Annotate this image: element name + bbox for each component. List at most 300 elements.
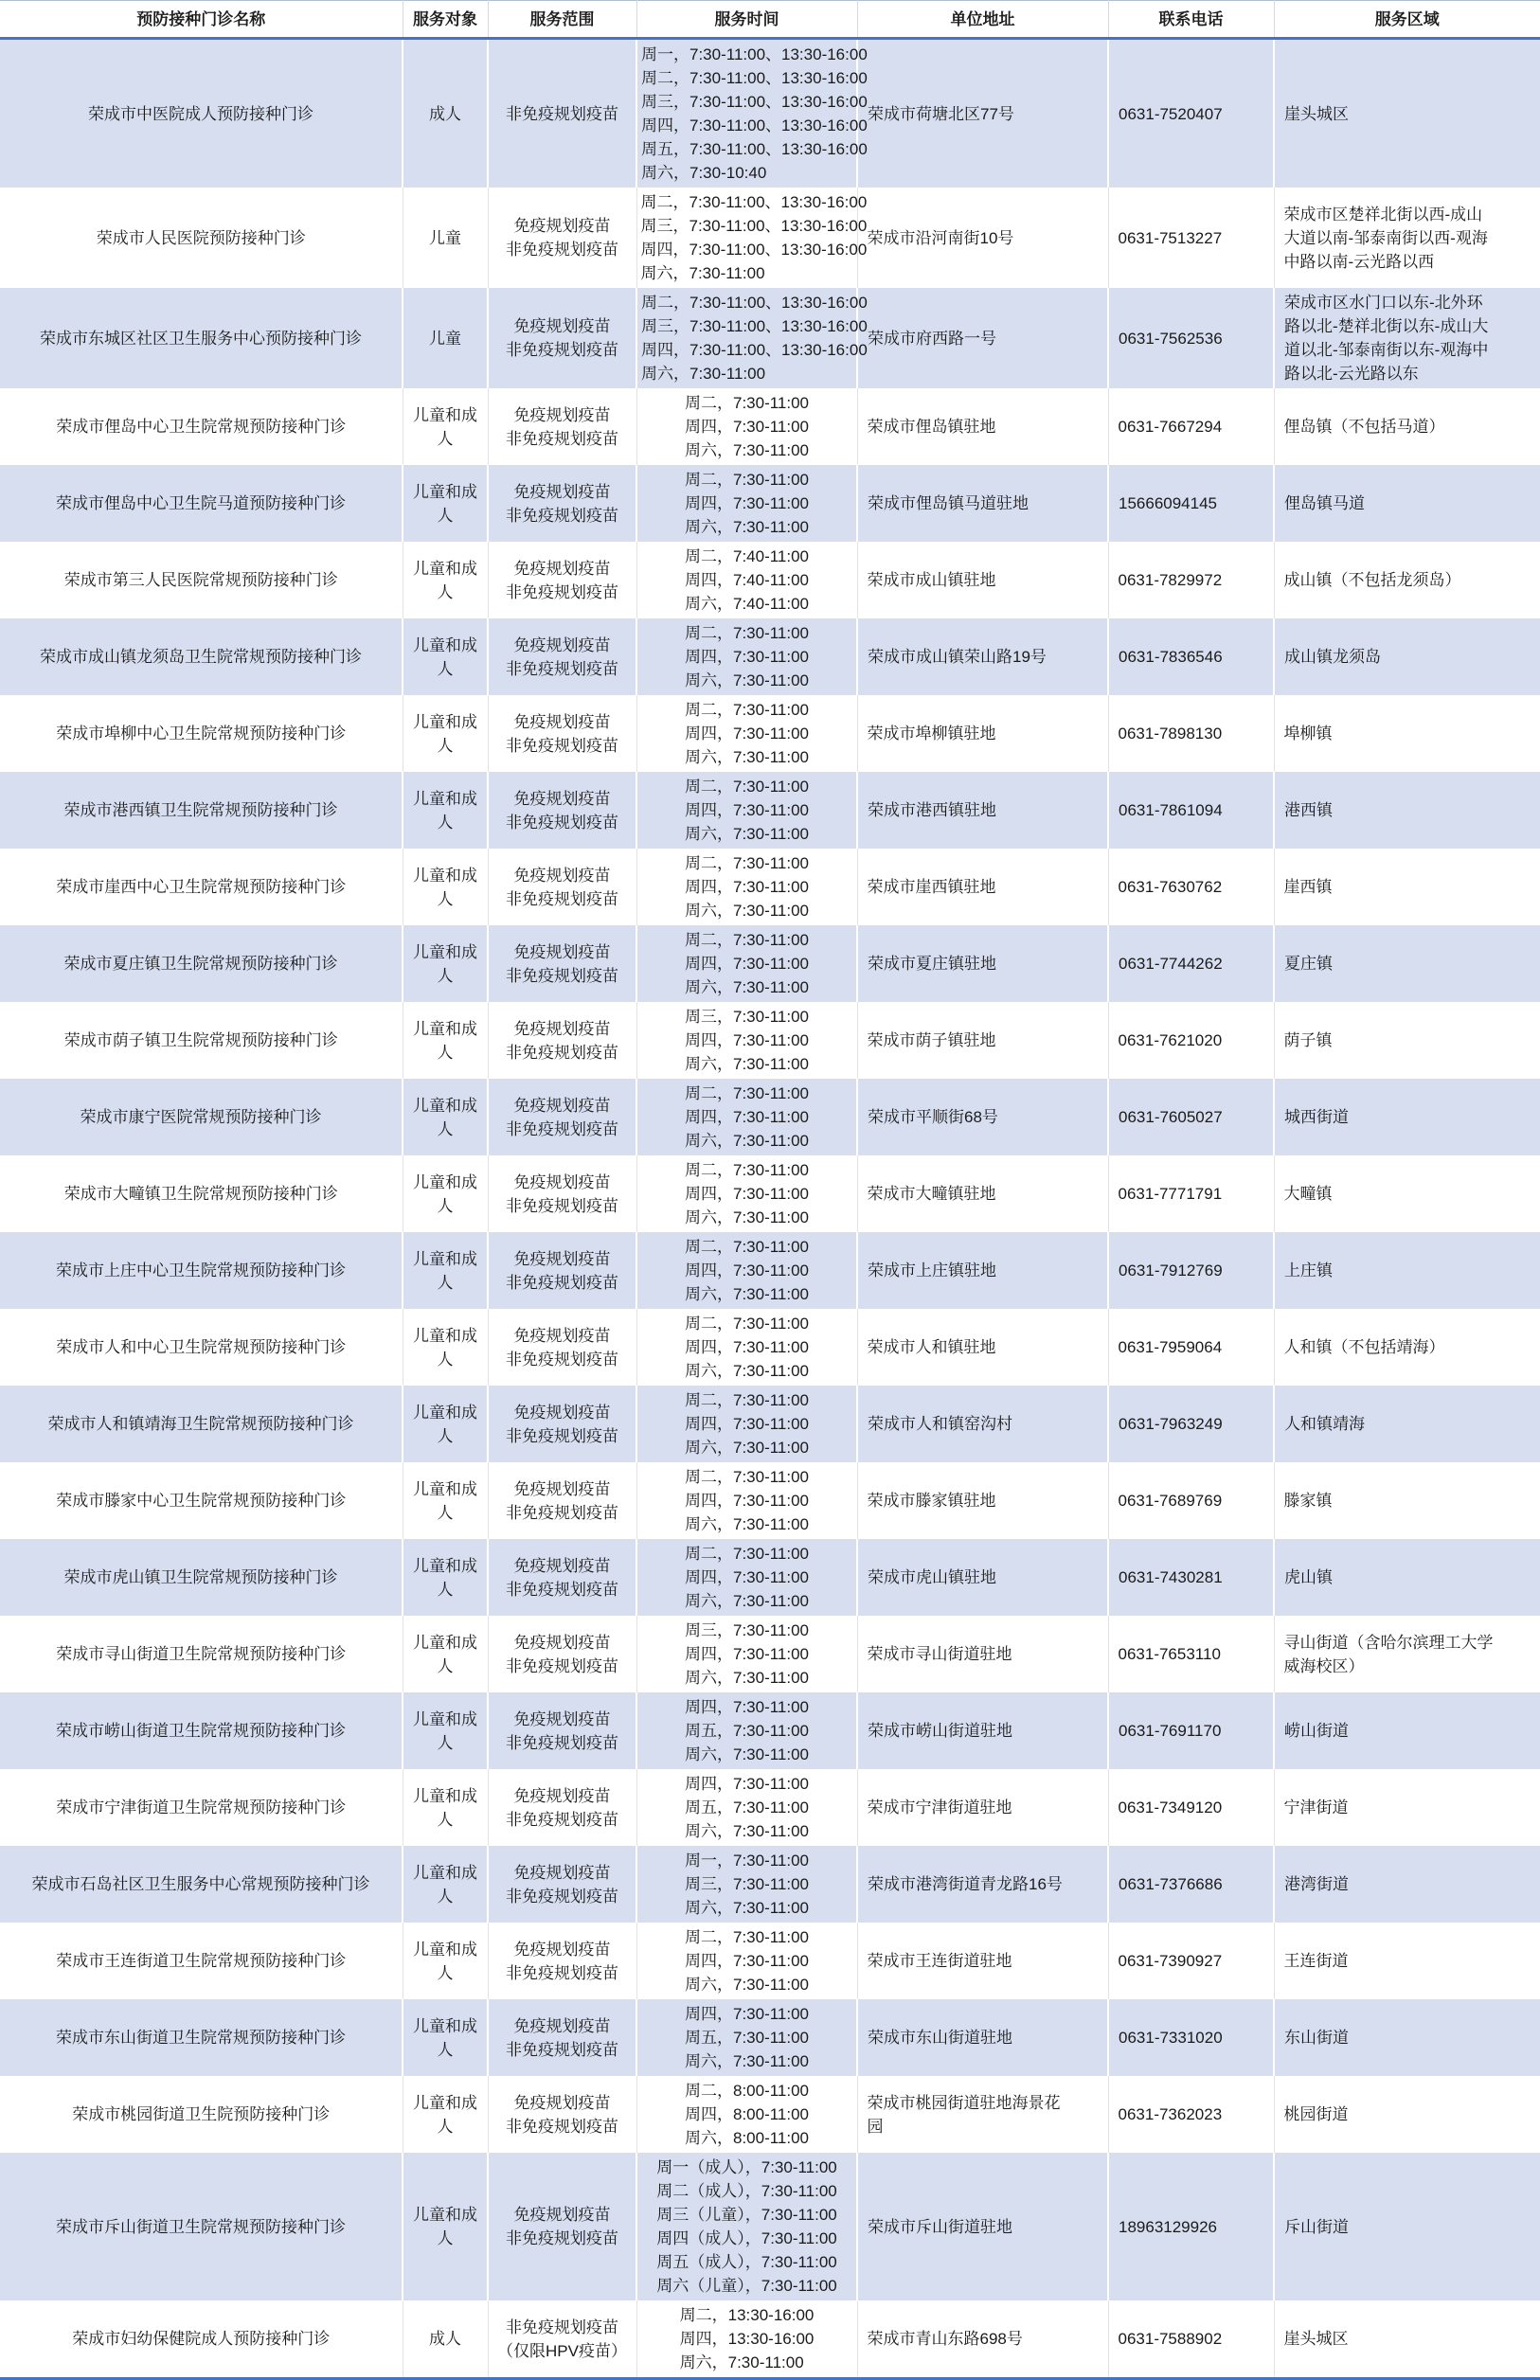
service-area-cell <box>1274 1616 1540 1692</box>
times-line: 周二，7:30-11:00、13:30-16:00 <box>641 294 868 312</box>
scope-block <box>492 1401 632 1448</box>
times-line: 周一（成人），7:30-11:00 <box>656 2158 837 2176</box>
service-area-cell <box>1274 925 1540 1002</box>
address-text: 荣成市宁津街道驻地 <box>867 1798 1012 1816</box>
clinic-name-cell: 荣成市港西镇卫生院常规预防接种门诊 <box>0 772 403 849</box>
times-line: 周四，7:30-11:00、13:30-16:00 <box>640 241 868 259</box>
times-line: 周四，7:30-11:00 <box>684 1185 810 1203</box>
times-line: 周六，7:30-11:00 <box>684 902 810 920</box>
times-line: 周四，7:30-11:00 <box>684 725 810 743</box>
service-area-text: 斥山街道 <box>1284 2217 1349 2236</box>
clinic-row <box>0 1002 1540 1079</box>
address-text: 荣成市荫子镇驻地 <box>867 1031 996 1049</box>
address-cell <box>857 1079 1108 1155</box>
times-line: 周三，7:30-11:00、13:30-16:00 <box>641 317 868 335</box>
time-block <box>656 2156 837 2298</box>
times-line: 周五，7:30-11:00 <box>684 1722 810 1740</box>
clinic-name-cell: 荣成市崖西中心卫生院常规预防接种门诊 <box>0 849 403 925</box>
service-area-cell <box>1274 772 1540 849</box>
service-target-cell: 儿童和成人 <box>403 1769 488 1846</box>
times-line: 周二，7:30-11:00 <box>684 394 810 412</box>
address-text: 荣成市滕家镇驻地 <box>867 1492 996 1510</box>
phone-cell: 0631-7562536 <box>1108 288 1274 388</box>
address-cell <box>857 1539 1108 1616</box>
scope-line: 免疫规划疫苗 <box>513 1096 611 1115</box>
scope-block <box>492 1708 632 1755</box>
service-area-text: 寻山街道（含哈尔滨理工大学威海校区） <box>1283 1633 1494 1675</box>
phone-cell: 0631-7520407 <box>1108 39 1274 188</box>
scope-block <box>492 1477 633 1525</box>
service-target-cell: 儿童和成人 <box>403 2153 488 2300</box>
times-line: 周三，7:30-11:00 <box>684 1008 810 1026</box>
service-area-cell <box>1274 2300 1540 2379</box>
scope-block <box>492 1017 633 1065</box>
service-area-text: 人和镇靖海 <box>1284 1415 1365 1433</box>
service-scope-cell <box>488 695 636 772</box>
address-text: 荣成市青山东路698号 <box>867 2330 1023 2348</box>
service-time-cell <box>636 188 868 288</box>
time-block <box>685 2002 809 2073</box>
scope-line: 非免疫规划疫苗 <box>506 736 618 755</box>
scope-line: 免疫规划疫苗 <box>513 559 611 578</box>
address-cell <box>857 925 1108 1002</box>
time-block <box>685 928 809 999</box>
scope-block <box>492 1938 633 1985</box>
address-cell <box>857 772 1108 849</box>
service-area-cell <box>1274 1999 1540 2076</box>
address-text: 荣成市虎山镇驻地 <box>868 1568 996 1586</box>
scope-line: 非免疫规划疫苗 <box>506 429 618 448</box>
service-time-cell <box>636 288 868 388</box>
times-line: 周三，7:30-11:00、13:30-16:00 <box>641 93 868 111</box>
column-header-2: 服务范围 <box>488 1 636 39</box>
times-line: 周六，7:30-10:40 <box>641 164 767 182</box>
address-cell <box>857 1692 1108 1769</box>
time-block <box>685 1542 809 1613</box>
time-block <box>685 468 809 539</box>
service-area-text: 王连街道 <box>1283 1952 1349 1970</box>
time-block <box>685 1849 809 1920</box>
times-line: 周三（儿童），7:30-11:00 <box>656 2206 837 2224</box>
service-area-text: 成山镇龙须岛 <box>1284 648 1381 666</box>
scope-line: 非免疫规划疫苗 <box>506 1350 618 1369</box>
address-text: 荣成市府西路一号 <box>868 329 996 348</box>
clinic-row <box>0 1923 1540 1999</box>
times-line: 周四（成人），7:30-11:00 <box>656 2229 837 2247</box>
scope-block <box>492 1631 633 1678</box>
phone-cell: 0631-7588902 <box>1108 2300 1274 2379</box>
service-scope-cell <box>488 1079 636 1155</box>
time-block <box>685 1158 809 1229</box>
clinic-name-cell: 荣成市石岛社区卫生服务中心常规预防接种门诊 <box>0 1846 403 1923</box>
column-header-0: 预防接种门诊名称 <box>0 1 403 39</box>
clinic-name-cell: 荣成市人和中心卫生院常规预防接种门诊 <box>0 1309 403 1386</box>
times-line: 周五，7:30-11:00、13:30-16:00 <box>641 140 868 158</box>
times-line: 周六，7:30-11:00 <box>640 264 765 282</box>
service-area-text: 崖西镇 <box>1283 878 1333 896</box>
address-text: 荣成市俚岛镇马道驻地 <box>868 494 1029 512</box>
time-block <box>685 391 809 462</box>
service-scope-cell <box>488 465 636 542</box>
scope-line: 免疫规划疫苗 <box>513 712 611 731</box>
scope-line: 非免疫规划疫苗 <box>506 1733 618 1752</box>
service-target-cell: 儿童和成人 <box>403 1923 488 1999</box>
service-target-cell: 儿童和成人 <box>403 772 488 849</box>
service-target-cell: 儿童和成人 <box>403 542 488 618</box>
address-text: 荣成市成山镇驻地 <box>867 571 996 589</box>
time-block <box>685 1082 809 1153</box>
service-area-text: 滕家镇 <box>1283 1492 1333 1510</box>
times-line: 周四，7:30-11:00 <box>684 1338 810 1356</box>
service-target-cell: 儿童和成人 <box>403 388 488 465</box>
service-scope-cell <box>488 39 636 188</box>
scope-line: （仅限HPV疫苗） <box>497 2341 627 2360</box>
scope-line: 非免疫规划疫苗 <box>506 506 618 525</box>
times-line: 周五，7:30-11:00 <box>684 2029 810 2047</box>
phone-cell: 0631-7630762 <box>1108 849 1274 925</box>
time-block <box>685 1772 809 1843</box>
scope-block <box>492 787 632 834</box>
time-block <box>685 1695 809 1766</box>
service-time-cell <box>636 1769 857 1846</box>
service-time-cell <box>636 618 857 695</box>
scope-line: 免疫规划疫苗 <box>513 2016 611 2035</box>
service-scope-cell <box>488 1846 636 1923</box>
service-time-cell <box>636 1232 857 1309</box>
service-area-cell <box>1274 1923 1540 1999</box>
service-target-cell: 成人 <box>403 2300 488 2379</box>
service-target-cell: 儿童和成人 <box>403 465 488 542</box>
service-time-cell <box>636 1846 857 1923</box>
scope-line: 非免疫规划疫苗 <box>506 1503 618 1522</box>
scope-line: 免疫规划疫苗 <box>513 1633 611 1652</box>
phone-cell: 0631-7691170 <box>1108 1692 1274 1769</box>
scope-line: 免疫规划疫苗 <box>513 1249 611 1268</box>
service-target-cell: 儿童和成人 <box>403 695 488 772</box>
service-target-cell: 儿童和成人 <box>403 1692 488 1769</box>
time-block <box>685 545 809 616</box>
service-area-text: 大疃镇 <box>1283 1185 1333 1203</box>
phone-cell: 0631-7621020 <box>1108 1002 1274 1079</box>
service-target-cell: 儿童和成人 <box>403 1462 488 1539</box>
service-scope-cell <box>488 542 636 618</box>
clinic-name-cell: 荣成市东山街道卫生院常规预防接种门诊 <box>0 1999 403 2076</box>
times-line: 周四，7:30-11:00 <box>684 955 810 973</box>
times-line: 周四，7:30-11:00 <box>684 1952 810 1970</box>
service-time-cell <box>636 849 857 925</box>
times-line: 周四，8:00-11:00 <box>684 2105 810 2123</box>
scope-block <box>492 2014 632 2062</box>
service-target-cell: 儿童和成人 <box>403 1616 488 1692</box>
scope-line: 非免疫规划疫苗 <box>506 582 618 601</box>
clinic-row <box>0 1462 1540 1539</box>
clinic-row <box>0 1155 1540 1232</box>
address-text: 荣成市人和镇窑沟村 <box>868 1415 1012 1433</box>
service-area-cell <box>1274 2076 1540 2153</box>
service-area-cell <box>1274 1692 1540 1769</box>
service-time-cell <box>636 1079 857 1155</box>
address-cell <box>857 388 1108 465</box>
service-scope-cell <box>488 1999 636 2076</box>
clinic-row <box>0 1692 1540 1769</box>
phone-cell: 0631-7744262 <box>1108 925 1274 1002</box>
scope-line: 非免疫规划疫苗 <box>506 1043 618 1062</box>
times-line: 周四，7:30-11:00 <box>684 1645 810 1663</box>
service-area-text: 港西镇 <box>1284 801 1333 819</box>
times-line: 周六，7:30-11:00 <box>641 365 766 383</box>
phone-cell: 0631-7836546 <box>1108 618 1274 695</box>
clinic-row <box>0 288 1540 388</box>
address-text: 荣成市王连街道驻地 <box>867 1952 1012 1970</box>
service-area-text: 城西街道 <box>1284 1108 1349 1126</box>
times-line: 周六，7:30-11:00 <box>684 1515 810 1533</box>
times-line: 周四，7:30-11:00 <box>684 1262 810 1279</box>
times-line: 周三，7:30-11:00 <box>684 1875 810 1893</box>
clinic-row <box>0 2300 1540 2379</box>
clinic-name-cell: 荣成市上庄中心卫生院常规预防接种门诊 <box>0 1232 403 1309</box>
time-block <box>641 190 868 285</box>
clinic-row <box>0 39 1540 188</box>
service-area-cell <box>1274 1309 1540 1386</box>
address-cell <box>857 695 1108 772</box>
clinic-name-cell: 荣成市崂山街道卫生院常规预防接种门诊 <box>0 1692 403 1769</box>
times-line: 周四，7:30-11:00 <box>684 1568 810 1586</box>
times-line: 周二，7:30-11:00 <box>684 1468 810 1486</box>
address-cell <box>857 1309 1108 1386</box>
service-target-cell: 儿童和成人 <box>403 1002 488 1079</box>
address-text: 荣成市大疃镇驻地 <box>867 1185 996 1203</box>
service-scope-cell <box>488 388 636 465</box>
service-target-cell: 儿童和成人 <box>403 1155 488 1232</box>
times-line: 周一，7:30-11:00、13:30-16:00 <box>641 45 868 63</box>
clinic-row <box>0 388 1540 465</box>
service-area-cell <box>1274 1155 1540 1232</box>
phone-cell: 0631-7349120 <box>1108 1769 1274 1846</box>
service-area-cell <box>1274 542 1540 618</box>
scope-block <box>492 557 633 604</box>
service-scope-cell <box>488 288 636 388</box>
service-scope-cell <box>488 1769 636 1846</box>
service-area-text: 虎山镇 <box>1284 1568 1333 1586</box>
address-text: 荣成市人和镇驻地 <box>867 1338 996 1356</box>
address-cell <box>857 542 1108 618</box>
times-line: 周四，13:30-16:00 <box>679 2330 815 2348</box>
service-area-cell <box>1274 1079 1540 1155</box>
address-text: 荣成市平顺街68号 <box>868 1108 998 1126</box>
scope-line: 免疫规划疫苗 <box>513 1709 611 1728</box>
times-line: 周二，13:30-16:00 <box>679 2306 815 2324</box>
clinic-name-cell: 荣成市桃园街道卫生院预防接种门诊 <box>0 2076 403 2153</box>
address-cell <box>857 1846 1108 1923</box>
times-line: 周四，7:30-11:00 <box>684 418 810 436</box>
time-block <box>685 621 809 692</box>
service-time-cell <box>636 1309 857 1386</box>
address-cell <box>857 465 1108 542</box>
service-time-cell <box>636 1386 857 1462</box>
clinic-row <box>0 1616 1540 1692</box>
service-time-cell <box>636 1539 857 1616</box>
service-area-text: 东山街道 <box>1284 2029 1349 2047</box>
service-area-cell <box>1274 1232 1540 1309</box>
scope-line: 非免疫规划疫苗 <box>506 104 618 123</box>
service-area-text: 荫子镇 <box>1283 1031 1333 1049</box>
service-area-text: 荣成市区楚祥北街以西-成山大道以南-邹泰南街以西-观海中路以南-云光路以西 <box>1283 205 1488 271</box>
address-cell <box>857 39 1108 188</box>
address-text: 荣成市成山镇荣山路19号 <box>868 648 1047 666</box>
address-cell <box>857 1386 1108 1462</box>
scope-block <box>492 1554 632 1602</box>
service-area-text: 俚岛镇（不包括马道） <box>1283 418 1445 436</box>
service-time-cell <box>636 1462 857 1539</box>
clinic-row <box>0 1999 1540 2076</box>
times-line: 周二，7:30-11:00、13:30-16:00 <box>641 69 868 87</box>
clinic-name-cell: 荣成市埠柳中心卫生院常规预防接种门诊 <box>0 695 403 772</box>
scope-line: 非免疫规划疫苗 <box>506 1426 618 1445</box>
service-time-cell <box>636 1616 857 1692</box>
times-line: 周二，7:30-11:00 <box>684 1084 810 1102</box>
times-line: 周二，7:30-11:00 <box>684 1391 810 1409</box>
clinic-name-cell: 荣成市东城区社区卫生服务中心预防接种门诊 <box>0 288 403 388</box>
phone-cell: 0631-7829972 <box>1108 542 1274 618</box>
phone-cell: 0631-7667294 <box>1108 388 1274 465</box>
service-target-cell: 儿童和成人 <box>403 849 488 925</box>
scope-line: 非免疫规划疫苗 <box>506 813 618 832</box>
service-time-cell <box>636 388 857 465</box>
times-line: 周二，7:30-11:00 <box>684 1928 810 1946</box>
service-time-cell <box>636 1155 857 1232</box>
times-line: 周四，7:30-11:00、13:30-16:00 <box>641 116 868 134</box>
service-area-cell <box>1274 1462 1540 1539</box>
scope-line: 非免疫规划疫苗 <box>506 2317 618 2336</box>
clinic-name-cell: 荣成市妇幼保健院成人预防接种门诊 <box>0 2300 403 2379</box>
service-time-cell <box>636 542 857 618</box>
service-area-text: 港湾街道 <box>1284 1875 1349 1893</box>
scope-line: 免疫规划疫苗 <box>513 1940 611 1959</box>
service-scope-cell <box>488 849 636 925</box>
scope-line: 免疫规划疫苗 <box>513 1863 611 1882</box>
scope-block <box>492 1094 632 1141</box>
scope-line: 非免疫规划疫苗 <box>506 341 618 359</box>
service-area-cell <box>1274 1769 1540 1846</box>
service-scope-cell <box>488 925 636 1002</box>
clinic-row <box>0 695 1540 772</box>
service-target-cell: 儿童和成人 <box>403 1232 488 1309</box>
scope-line: 非免疫规划疫苗 <box>506 1656 618 1675</box>
times-line: 周四，7:30-11:00 <box>684 1415 810 1433</box>
service-scope-cell <box>488 618 636 695</box>
clinic-row <box>0 2076 1540 2153</box>
service-scope-cell <box>488 188 636 288</box>
phone-cell: 0631-7513227 <box>1108 188 1274 288</box>
times-line: 周六，7:30-11:00 <box>684 1132 810 1150</box>
scope-line: 非免疫规划疫苗 <box>506 2117 618 2136</box>
scope-block <box>492 1784 633 1832</box>
scope-block <box>492 480 632 528</box>
address-cell <box>857 188 1108 288</box>
clinic-row <box>0 1232 1540 1309</box>
clinic-row <box>0 1846 1540 1923</box>
service-scope-cell <box>488 1386 636 1462</box>
times-line: 周四，7:30-11:00 <box>684 494 810 512</box>
times-line: 周二，7:30-11:00 <box>684 1161 810 1179</box>
times-line: 周二（成人），7:30-11:00 <box>656 2182 837 2200</box>
scope-block <box>492 1861 632 1908</box>
scope-line: 免疫规划疫苗 <box>513 1786 611 1805</box>
times-line: 周六，7:30-11:00 <box>684 1592 810 1610</box>
times-line: 周六，7:30-11:00 <box>684 1362 810 1380</box>
times-line: 周六，7:30-11:00 <box>684 1208 810 1226</box>
time-block <box>685 1235 809 1306</box>
times-line: 周六，7:30-11:00 <box>684 1976 810 1994</box>
scope-line: 免疫规划疫苗 <box>513 482 611 501</box>
service-target-cell: 儿童和成人 <box>403 925 488 1002</box>
address-text: 荣成市斥山街道驻地 <box>868 2217 1012 2236</box>
time-block <box>685 1925 809 1996</box>
service-area-cell <box>1274 849 1540 925</box>
service-area-text: 人和镇（不包括靖海） <box>1283 1338 1445 1356</box>
scope-block <box>492 1324 633 1371</box>
scope-block <box>492 1171 633 1218</box>
address-text: 荣成市夏庄镇驻地 <box>868 955 996 973</box>
clinic-name-cell: 荣成市大疃镇卫生院常规预防接种门诊 <box>0 1155 403 1232</box>
time-block <box>685 1005 809 1076</box>
scope-line: 免疫规划疫苗 <box>513 1172 611 1191</box>
scope-block <box>492 1247 632 1295</box>
address-cell <box>857 618 1108 695</box>
service-time-cell <box>636 1923 857 1999</box>
service-area-cell <box>1274 618 1540 695</box>
scope-block <box>492 314 632 362</box>
clinic-row <box>0 1309 1540 1386</box>
phone-cell: 0631-7605027 <box>1108 1079 1274 1155</box>
scope-line: 非免疫规划疫苗 <box>506 241 618 259</box>
scope-block <box>492 2203 632 2250</box>
scope-line: 免疫规划疫苗 <box>513 1556 611 1575</box>
service-time-cell <box>636 1002 857 1079</box>
service-target-cell: 成人 <box>403 39 488 188</box>
time-block <box>685 851 809 922</box>
address-text: 荣成市港湾街道青龙路16号 <box>868 1875 1063 1893</box>
scope-line: 免疫规划疫苗 <box>513 405 611 424</box>
time-block <box>685 2079 809 2150</box>
scope-block <box>492 2091 633 2138</box>
phone-cell: 0631-7653110 <box>1108 1616 1274 1692</box>
service-scope-cell <box>488 1232 636 1309</box>
times-line: 周二，7:30-11:00 <box>684 1315 810 1333</box>
clinic-name-cell: 荣成市宁津街道卫生院常规预防接种门诊 <box>0 1769 403 1846</box>
column-header-3: 服务时间 <box>636 1 857 39</box>
service-scope-cell <box>488 1616 636 1692</box>
times-line: 周二，7:30-11:00 <box>684 471 810 489</box>
time-block <box>685 1619 809 1690</box>
times-line: 周四，7:30-11:00 <box>684 1031 810 1049</box>
address-text: 荣成市桃园街道驻地海景花园 <box>867 2093 1061 2136</box>
scope-block <box>492 710 633 758</box>
service-area-text: 崖头城区 <box>1284 104 1349 123</box>
service-area-cell <box>1274 1002 1540 1079</box>
times-line: 周三，7:30-11:00、13:30-16:00 <box>640 217 868 235</box>
service-area-cell <box>1274 1846 1540 1923</box>
service-area-cell <box>1274 288 1540 388</box>
clinic-name-cell: 荣成市人民医院预防接种门诊 <box>0 188 403 288</box>
scope-line: 非免疫规划疫苗 <box>506 889 618 908</box>
phone-cell: 15666094145 <box>1108 465 1274 542</box>
phone-cell: 0631-7689769 <box>1108 1462 1274 1539</box>
scope-block <box>492 2316 633 2363</box>
phone-cell: 0631-7430281 <box>1108 1539 1274 1616</box>
scope-line: 免疫规划疫苗 <box>513 1019 611 1038</box>
service-area-text: 俚岛镇马道 <box>1284 494 1365 512</box>
